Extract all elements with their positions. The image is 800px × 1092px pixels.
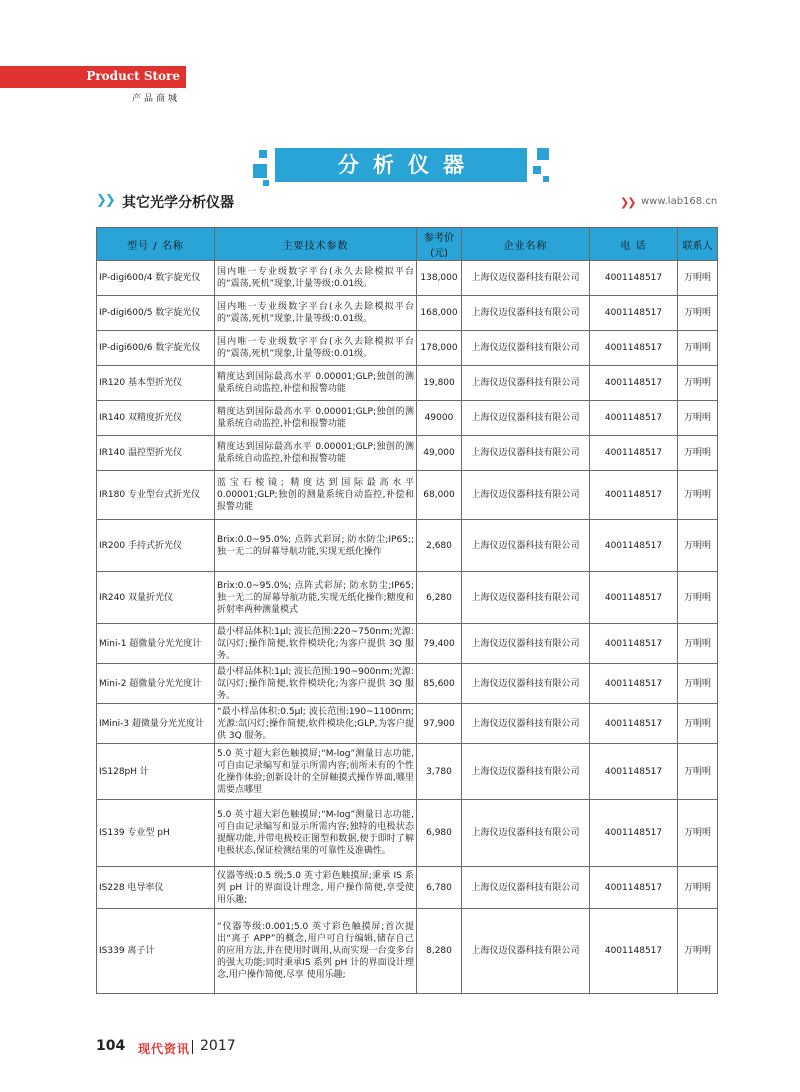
- double-chevron-icon: ❯❯: [96, 193, 114, 208]
- cell-model: IR140 双精度折光仪: [97, 401, 215, 436]
- cell-company: 上海仪迈仪器科技有限公司: [462, 909, 590, 994]
- cell-model: IR140 温控型折光仪: [97, 436, 215, 471]
- cell-phone: 4001148517: [590, 664, 678, 704]
- cell-spec: “仪器等级:0.001;5.0 英寸彩色触摸屏;首次提出“离子 APP”的概念,用户可自行编辑,储存自己的应用方法,并在使用时调用,从而实现一台变多台的强大功能;同时秉承IS 系列 pH 计的界面设计理念,用户操作简便,尽享 使用乐趣;: [215, 909, 417, 994]
- cell-price: 68,000: [417, 471, 462, 520]
- cell-model: IS228 电导率仪: [97, 867, 215, 909]
- cell-contact: 万明明: [678, 471, 718, 520]
- table-row: [97, 366, 718, 401]
- table-row: [97, 471, 718, 520]
- cell-price: 3,780: [417, 744, 462, 800]
- cell-company: 上海仪迈仪器科技有限公司: [462, 471, 590, 520]
- brand-bar: [0, 66, 186, 88]
- cell-phone: 4001148517: [590, 296, 678, 331]
- cell-price: 49,000: [417, 436, 462, 471]
- cell-price: 79,400: [417, 624, 462, 664]
- cell-phone: 4001148517: [590, 331, 678, 366]
- cell-spec: 精度达到国际最高水平 0.00001;GLP;独创的测量系统自动监控,补偿和报警功能: [215, 436, 417, 471]
- cell-company: 上海仪迈仪器科技有限公司: [462, 331, 590, 366]
- table-row: [97, 624, 718, 664]
- cell-company: 上海仪迈仪器科技有限公司: [462, 366, 590, 401]
- cell-company: 上海仪迈仪器科技有限公司: [462, 704, 590, 744]
- cell-spec: 精度达到国际最高水平 0.00001;GLP;独创的测量系统自动监控,补偿和报警功能: [215, 366, 417, 401]
- cell-company: 上海仪迈仪器科技有限公司: [462, 624, 590, 664]
- cell-company: 上海仪迈仪器科技有限公司: [462, 744, 590, 800]
- cell-spec: 蓝宝石棱镜; 精度达到国际最高水平0.00001;GLP;独创的测量系统自动监控,补偿和报警功能: [215, 471, 417, 520]
- table-row: [97, 401, 718, 436]
- table-row: [97, 664, 718, 704]
- cell-model: IR180 专业型台式折光仪: [97, 471, 215, 520]
- table-row: [97, 800, 718, 867]
- cell-contact: 万明明: [678, 664, 718, 704]
- cell-price: 6,780: [417, 867, 462, 909]
- cell-contact: 万明明: [678, 704, 718, 744]
- cell-contact: 万明明: [678, 296, 718, 331]
- cell-spec: 仪器等级:0.5 级;5.0 英寸彩色触摸屏;秉承 IS 系列 pH 计的界面设计理念, 用户操作简便,享受使用乐趣;: [215, 867, 417, 909]
- table-row: [97, 704, 718, 744]
- cell-phone: 4001148517: [590, 800, 678, 867]
- table-row: [97, 261, 718, 296]
- cell-company: 上海仪迈仪器科技有限公司: [462, 401, 590, 436]
- cell-spec: “最小样品体积:0.5μl; 波长范围:190~1100nm;光源:氙闪灯;操作简便,软件模块化;GLP,为客户提供 3Q 服务。: [215, 704, 417, 744]
- cell-phone: 4001148517: [590, 572, 678, 624]
- cell-spec: Brix:0.0~95.0%; 点阵式彩屏; 防水防尘;IP65;独一无二的屏幕导航功能,实现无纸化操作;糖度和折射率两种测量模式: [215, 572, 417, 624]
- cell-contact: 万明明: [678, 624, 718, 664]
- cell-spec: 精度达到国际最高水平 0.00001;GLP;独创的测量系统自动监控,补偿和报警功能: [215, 401, 417, 436]
- header-company: 企业名称: [462, 228, 590, 261]
- brand-title-cn: 产品商城: [132, 94, 181, 104]
- cell-spec: 国内唯一专业级数字平台(永久去除模拟平台的“震荡,死机”现象,计量等级:0.01级。: [215, 261, 417, 296]
- cell-company: 上海仪迈仪器科技有限公司: [462, 572, 590, 624]
- double-chevron-icon: ❯❯: [620, 196, 635, 209]
- cell-contact: 万明明: [678, 366, 718, 401]
- cell-contact: 万明明: [678, 867, 718, 909]
- section-banner: [253, 142, 553, 188]
- cell-price: 6,980: [417, 800, 462, 867]
- cell-spec: 国内唯一专业级数字平台(永久去除模拟平台的“震荡,死机”现象,计量等级:0.01级。: [215, 296, 417, 331]
- cell-contact: 万明明: [678, 331, 718, 366]
- cell-model: IS339 离子计: [97, 909, 215, 994]
- cell-model: IP-digi600/4 数字旋光仪: [97, 261, 215, 296]
- table-row: [97, 909, 718, 994]
- cell-spec: Brix:0.0~95.0%; 点阵式彩屏; 防水防尘;IP65;;独一无二的屏幕导航功能,实现无纸化操作: [215, 520, 417, 572]
- banner-deco-square: [259, 150, 267, 158]
- cell-company: 上海仪迈仪器科技有限公司: [462, 664, 590, 704]
- table-row: [97, 744, 718, 800]
- cell-company: 上海仪迈仪器科技有限公司: [462, 867, 590, 909]
- banner-deco-square: [263, 180, 269, 186]
- cell-phone: 4001148517: [590, 867, 678, 909]
- table-row: [97, 436, 718, 471]
- cell-model: Mini-1 超微量分光光度计: [97, 624, 215, 664]
- table-row: [97, 867, 718, 909]
- header-spec: 主要技术参数: [215, 228, 417, 261]
- cell-phone: 4001148517: [590, 471, 678, 520]
- header-contact: 联系人: [678, 228, 718, 261]
- cell-phone: 4001148517: [590, 704, 678, 744]
- product-table: [96, 227, 718, 994]
- cell-contact: 万明明: [678, 261, 718, 296]
- cell-phone: 4001148517: [590, 261, 678, 296]
- cell-spec: 5.0 英寸超大彩色触摸屏;“M-log”测量日志功能, 可自由记录编写和显示所需内容;独特的电极状态提醒功能,并带电极校正图型和数据,便于即时了解电极状态,保证检测结果的可靠性及准确性。: [215, 800, 417, 867]
- cell-model: Mini-2 超微量分光光度计: [97, 664, 215, 704]
- cell-company: 上海仪迈仪器科技有限公司: [462, 261, 590, 296]
- cell-phone: 4001148517: [590, 909, 678, 994]
- cell-contact: 万明明: [678, 909, 718, 994]
- cell-contact: 万明明: [678, 520, 718, 572]
- table-row: [97, 520, 718, 572]
- banner-title: 分析仪器: [338, 153, 478, 177]
- brand-title-en: Product Store: [86, 69, 180, 83]
- magazine-name: 现代资讯: [138, 1042, 191, 1056]
- cell-company: 上海仪迈仪器科技有限公司: [462, 800, 590, 867]
- cell-phone: 4001148517: [590, 366, 678, 401]
- banner-deco-square: [253, 164, 267, 178]
- cell-price: 49000: [417, 401, 462, 436]
- cell-price: 168,000: [417, 296, 462, 331]
- banner-box: [275, 148, 527, 182]
- banner-deco-square: [537, 148, 549, 160]
- banner-deco-square: [533, 166, 541, 174]
- table-row: [97, 331, 718, 366]
- cell-model: IR120 基本型折光仪: [97, 366, 215, 401]
- cell-phone: 4001148517: [590, 436, 678, 471]
- cell-price: 2,680: [417, 520, 462, 572]
- cell-price: 138,000: [417, 261, 462, 296]
- cell-model: IR200 手持式折光仪: [97, 520, 215, 572]
- cell-price: 85,600: [417, 664, 462, 704]
- site-url: www.lab168.cn: [641, 196, 718, 207]
- cell-price: 178,000: [417, 331, 462, 366]
- cell-spec: 最小样品体积:1μl; 波长范围:190~900nm;光源:氙闪灯;操作简便,软件模块化;为客户提供 3Q 服务。: [215, 664, 417, 704]
- cell-price: 8,280: [417, 909, 462, 994]
- cell-model: IMini-3 超微量分光光度计: [97, 704, 215, 744]
- cell-spec: 国内唯一专业级数字平台(永久去除模拟平台的“震荡,死机”现象,计量等级:0.01级。: [215, 331, 417, 366]
- cell-model: IP-digi600/5 数字旋光仪: [97, 296, 215, 331]
- cell-spec: 最小样品体积:1μl; 波长范围:220~750nm;光源:氙闪灯;操作简便,软件模块化;为客户提供 3Q 服务。: [215, 624, 417, 664]
- cell-contact: 万明明: [678, 401, 718, 436]
- cell-contact: 万明明: [678, 800, 718, 867]
- cell-price: 6,280: [417, 572, 462, 624]
- cell-company: 上海仪迈仪器科技有限公司: [462, 436, 590, 471]
- cell-company: 上海仪迈仪器科技有限公司: [462, 520, 590, 572]
- cell-phone: 4001148517: [590, 744, 678, 800]
- header-price: 参考价(元): [417, 228, 462, 261]
- section-title: 其它光学分析仪器: [122, 195, 234, 211]
- cell-phone: 4001148517: [590, 401, 678, 436]
- magazine-year: 2017: [200, 1038, 236, 1054]
- table-row: [97, 572, 718, 624]
- cell-company: 上海仪迈仪器科技有限公司: [462, 296, 590, 331]
- cell-contact: 万明明: [678, 436, 718, 471]
- banner-deco-square: [543, 176, 549, 182]
- footer-divider: [192, 1040, 193, 1054]
- cell-price: 19,800: [417, 366, 462, 401]
- page-number: 104: [96, 1038, 126, 1054]
- header-phone: 电 话: [590, 228, 678, 261]
- cell-spec: 5.0 英寸超大彩色触摸屏;“M-log”测量日志功能, 可自由记录编写和显示所需内容;前所未有的个性化操作体验;创新设计的全屏触摸式操作界面,哪里需要点哪里: [215, 744, 417, 800]
- cell-model: IS128pH 计: [97, 744, 215, 800]
- table-row: [97, 296, 718, 331]
- cell-phone: 4001148517: [590, 624, 678, 664]
- cell-phone: 4001148517: [590, 520, 678, 572]
- cell-contact: 万明明: [678, 744, 718, 800]
- cell-model: IP-digi600/6 数字旋光仪: [97, 331, 215, 366]
- cell-model: IR240 双量折光仪: [97, 572, 215, 624]
- cell-price: 97,900: [417, 704, 462, 744]
- cell-contact: 万明明: [678, 572, 718, 624]
- header-model: 型号 / 名称: [97, 228, 215, 261]
- cell-model: IS139 专业型 pH: [97, 800, 215, 867]
- table-header-row: [97, 228, 718, 261]
